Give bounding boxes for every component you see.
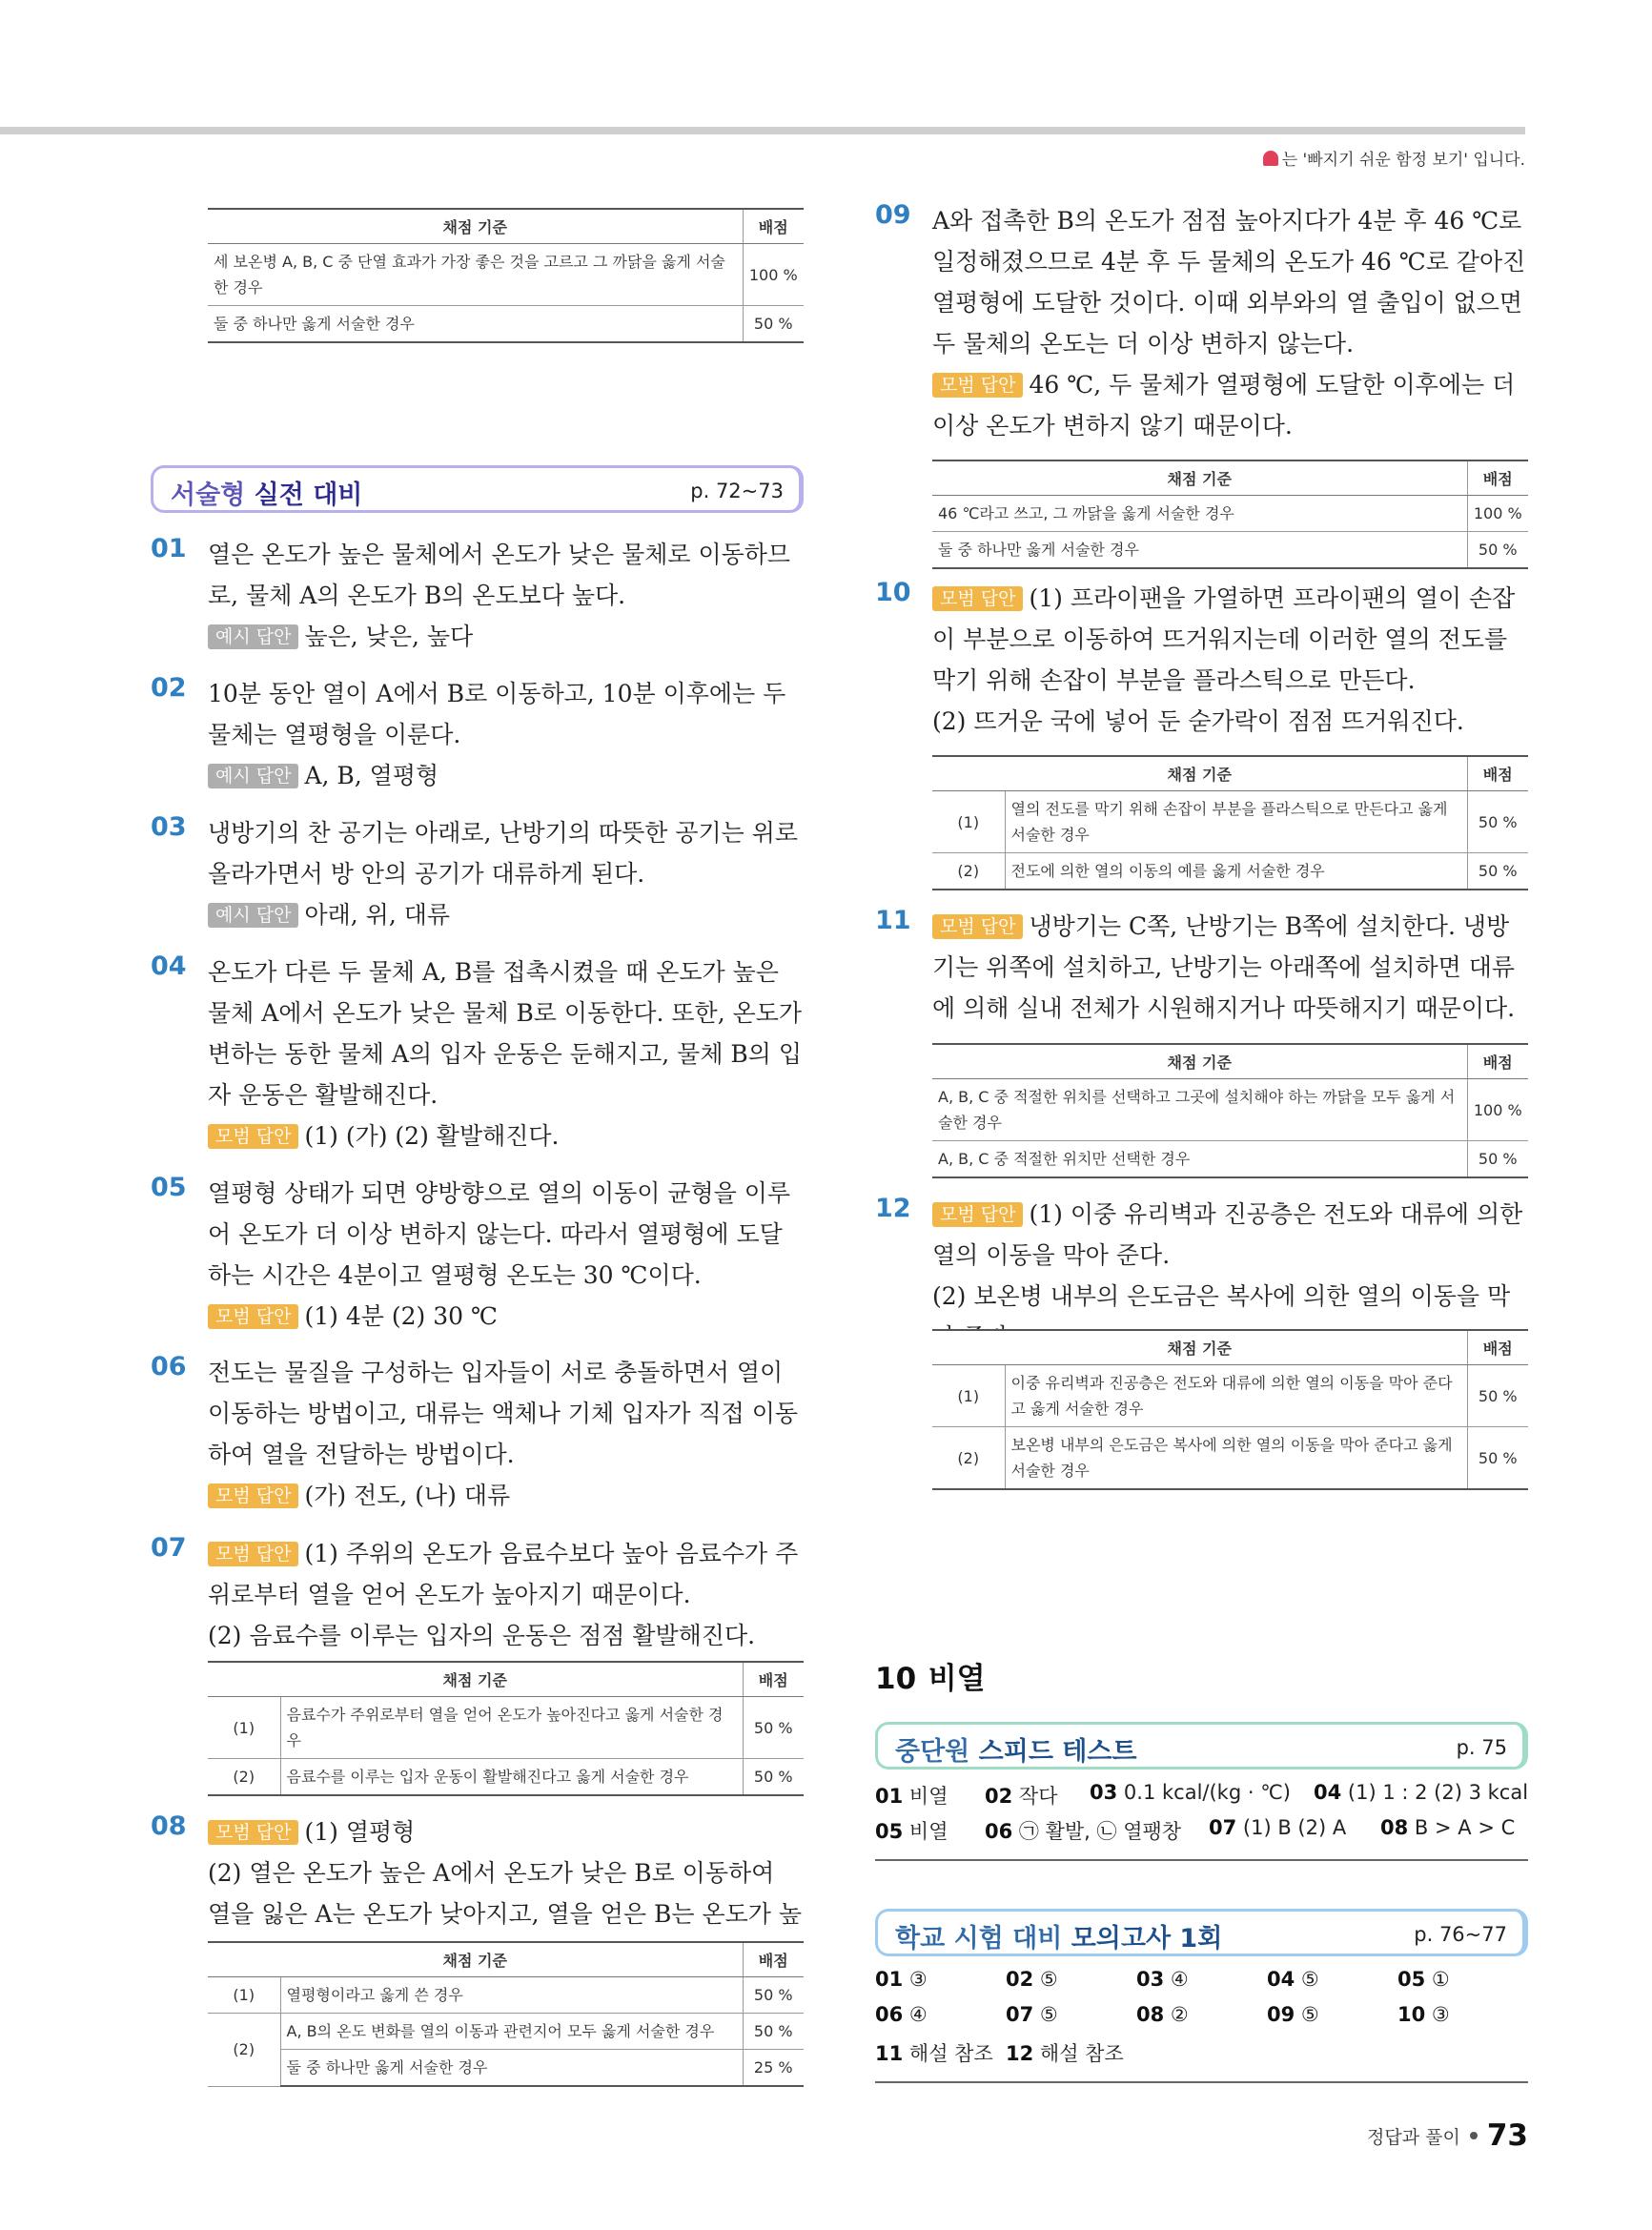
question-body: 온도가 다른 두 물체 A, B를 접촉시켰을 때 온도가 높은 물체 A에서 온도가 낮은 물체 B로 이동한다. 또한, 온도가 변하는 동한 물체 A의 입자 운동은 둔해지고, 물체 B의 입자 운동은 활발해진다.	[208, 958, 803, 1109]
answer-item: 01 비열	[875, 1785, 948, 1808]
example-answer-tag: 예시 답안	[208, 624, 298, 649]
criteria-cell: 둘 중 하나만 옳게 서술한 경우	[932, 532, 1467, 569]
section-header-speed-test	[875, 1722, 1528, 1770]
alarm-icon	[1263, 151, 1278, 166]
question-number: 09	[875, 200, 911, 230]
row-number: (2)	[208, 2014, 280, 2087]
score-cell: 50 %	[1467, 791, 1528, 853]
model-answer-tag: 모범 답안	[932, 586, 1023, 611]
section-header-mock-exam	[875, 1909, 1528, 1956]
answer-item: 04 (1) 1 : 2 (2) 3 kcal	[1314, 1781, 1529, 1804]
question-number: 06	[151, 1352, 187, 1381]
answer-item: 03 0.1 kcal/(kg · ℃)	[1090, 1781, 1291, 1804]
answer-text: 냉방기는 C쪽, 난방기는 B쪽에 설치한다. 냉방기는 위쪽에 설치하고, 난방기는 아래쪽에 설치하면 대류에 의해 실내 전체가 시원해지거나 따뜻해지기 때문이다.	[932, 912, 1516, 1022]
divider	[875, 2081, 1528, 2083]
answer-item: 08 B > A > C	[1380, 1816, 1516, 1839]
section-title: 서술형 실전 대비	[171, 481, 363, 510]
criteria-cell: A, B의 온도 변화를 열의 이동과 관련지어 모두 옳게 서술한 경우	[280, 2014, 743, 2050]
mock-exam-answers	[875, 1968, 1528, 2074]
score-cell: 50 %	[1467, 1427, 1528, 1490]
question-number: 10	[875, 578, 911, 607]
chapter-title: 비열	[928, 1662, 986, 1696]
answer-item: 06 ④	[875, 2003, 928, 2026]
answer-item: 01 ③	[875, 1968, 928, 1991]
answer-text: (1) (가) (2) 활발해진다.	[304, 1122, 560, 1150]
criteria-table-11	[932, 1043, 1528, 1178]
trap-hint-text: 는 '빠지기 쉬운 함정 보기' 입니다.	[1281, 151, 1525, 170]
criteria-table-10	[932, 755, 1528, 890]
section-pages: p. 75	[1456, 1736, 1507, 1759]
question-body: 냉방기의 찬 공기는 아래로, 난방기의 따뜻한 공기는 위로 올라가면서 방 안의 공기가 대류하게 된다.	[208, 819, 799, 888]
score-cell: 50 %	[1467, 532, 1528, 569]
criteria-cell: 둘 중 하나만 옳게 서술한 경우	[208, 306, 743, 343]
header-criteria: 채점 기준	[932, 756, 1467, 791]
section-title: 학교 시험 대비 모의고사 1회	[895, 1924, 1223, 1954]
model-answer-tag: 모범 답안	[208, 1542, 298, 1566]
answer-item: 05 ①	[1397, 1968, 1450, 1991]
answer-text: (2) 뜨거운 국에 넣어 둔 숟가락이 점점 뜨거워진다.	[932, 707, 1464, 735]
divider	[875, 1859, 1528, 1861]
criteria-cell: A, B, C 중 적절한 위치만 선택한 경우	[932, 1141, 1467, 1178]
score-cell: 50 %	[743, 1759, 804, 1796]
header-criteria: 채점 기준	[208, 1942, 743, 1977]
criteria-cell: A, B, C 중 적절한 위치를 선택하고 그곳에 설치해야 하는 까닭을 모두 옳게 서술한 경우	[932, 1079, 1467, 1141]
question-number: 01	[151, 534, 187, 563]
answer-item: 11 해설 참조	[875, 2042, 993, 2065]
section-pages: p. 76~77	[1414, 1923, 1507, 1946]
answer-item: 09 ⑤	[1267, 2003, 1319, 2026]
score-cell: 50 %	[743, 2014, 804, 2050]
score-cell: 100 %	[1467, 496, 1528, 532]
answer-item: 07 ⑤	[1006, 2003, 1058, 2026]
score-cell: 50 %	[743, 306, 804, 343]
answer-text: (1) 열평형	[304, 1818, 416, 1846]
score-cell: 50 %	[1467, 1365, 1528, 1427]
answer-text: (1) 이중 유리벽과 진공층은 전도와 대류에 의한 열의 이동을 막아 준다.	[932, 1200, 1523, 1269]
score-cell: 50 %	[743, 1977, 804, 2014]
header-score: 배점	[1467, 1330, 1528, 1365]
answer-text: (2) 열은 온도가 높은 A에서 온도가 낮은 B로 이동하여 열을 잃은 A는 온도가 낮아지고, 열을 얻은 B는 온도가 높	[208, 1859, 803, 1928]
criteria-cell: 이중 유리벽과 진공층은 전도와 대류에 의한 열의 이동을 막아 준다고 옳게 서술한 경우	[1005, 1365, 1467, 1427]
model-answer-tag: 모범 답안	[932, 373, 1023, 398]
header-criteria: 채점 기준	[932, 1044, 1467, 1079]
section-pages: p. 72~73	[690, 480, 784, 502]
row-number: (1)	[932, 791, 1005, 853]
header-score: 배점	[1467, 460, 1528, 496]
score-cell: 100 %	[743, 244, 804, 306]
row-number: (1)	[208, 1977, 280, 2014]
answer-text: (가) 전도, (나) 대류	[304, 1482, 511, 1509]
answer-item: 06 ㉠ 활발, ㉡ 열팽창	[985, 1820, 1182, 1843]
question-body: 열은 온도가 높은 물체에서 온도가 낮은 물체로 이동하므로, 물체 A의 온도가 B의 온도보다 높다.	[208, 541, 791, 609]
question-number: 07	[151, 1533, 187, 1563]
model-answer-tag: 모범 답안	[932, 914, 1023, 939]
question-body: 10분 동안 열이 A에서 B로 이동하고, 10분 이후에는 두 물체는 열평형을 이룬다.	[208, 680, 786, 748]
criteria-cell: 음료수를 이루는 입자 운동이 활발해진다고 옳게 서술한 경우	[280, 1759, 743, 1796]
answer-text: 높은, 낮은, 높다	[304, 623, 474, 650]
criteria-cell: 열의 전도를 막기 위해 손잡이 부분을 플라스틱으로 만든다고 옳게 서술한 경우	[1005, 791, 1467, 853]
answer-text: (1) 프라이팬을 가열하면 프라이팬의 열이 손잡이 부분으로 이동하여 뜨거워지는데 이러한 열의 전도를 막기 위해 손잡이 부분을 플라스틱으로 만든다.	[932, 584, 1516, 694]
criteria-cell: 둘 중 하나만 옳게 서술한 경우	[280, 2050, 743, 2087]
model-answer-tag: 모범 답안	[208, 1124, 298, 1149]
criteria-cell: 음료수가 주위로부터 열을 얻어 온도가 높아진다고 옳게 서술한 경우	[280, 1697, 743, 1759]
answer-item: 02 ⑤	[1006, 1968, 1058, 1991]
chapter-number: 10	[875, 1662, 917, 1696]
criteria-cell: 열평형이라고 옳게 쓴 경우	[280, 1977, 743, 2014]
footer-label: 정답과 풀이	[1367, 2126, 1460, 2148]
speed-test-answers	[875, 1781, 1528, 1852]
criteria-cell: 세 보온병 A, B, C 중 단열 효과가 가장 좋은 것을 고르고 그 까닭을 옳게 서술한 경우	[208, 244, 743, 306]
criteria-cell: 46 ℃라고 쓰고, 그 까닭을 옳게 서술한 경우	[932, 496, 1467, 532]
row-number: (2)	[932, 853, 1005, 890]
question-body: A와 접촉한 B의 온도가 점점 높아지다가 4분 후 46 ℃로 일정해졌으므로 4분 후 두 물체의 온도가 46 ℃로 같아진 열평형에 도달한 것이다. 이때 외부와의 열 출입이 없으면 두 물체의 온도는 더 이상 변하지 않는다.	[932, 207, 1526, 358]
answer-item: 04 ⑤	[1267, 1968, 1319, 1991]
answer-text: A, B, 열평형	[304, 762, 439, 789]
header-score: 배점	[743, 1662, 804, 1697]
question-number: 12	[875, 1194, 911, 1223]
section-header-essay	[151, 465, 804, 513]
model-answer-tag: 모범 답안	[208, 1304, 298, 1329]
question-number: 08	[151, 1811, 187, 1841]
question-number: 04	[151, 951, 187, 981]
answer-text: (1) 4분 (2) 30 ℃	[304, 1302, 498, 1330]
answer-item: 12 해설 참조	[1006, 2042, 1124, 2065]
header-score: 배점	[1467, 1044, 1528, 1079]
example-answer-tag: 예시 답안	[208, 903, 298, 928]
score-cell: 50 %	[1467, 853, 1528, 890]
top-rule	[0, 127, 1525, 134]
question-number: 03	[151, 812, 187, 842]
model-answer-tag: 모범 답안	[208, 1483, 298, 1508]
answer-text: (2) 음료수를 이루는 입자의 운동은 점점 활발해진다.	[208, 1622, 756, 1649]
header-criteria: 채점 기준	[932, 1330, 1467, 1365]
trap-hint	[1263, 146, 1525, 170]
header-score: 배점	[743, 209, 804, 244]
question-body: 열평형 상태가 되면 양방향으로 열의 이동이 균형을 이루어 온도가 더 이상 변하지 않는다. 따라서 열평형에 도달하는 시간은 4분이고 열평형 온도는 30 ℃이다.	[208, 1179, 791, 1289]
row-number: (2)	[208, 1759, 280, 1796]
answer-item: 03 ④	[1136, 1968, 1189, 1991]
criteria-cell: 보온병 내부의 은도금은 복사에 의한 열의 이동을 막아 준다고 옳게 서술한 경우	[1005, 1427, 1467, 1490]
page-footer	[1367, 2118, 1528, 2153]
question-number: 02	[151, 673, 187, 703]
header-score: 배점	[743, 1942, 804, 1977]
criteria-table-08	[208, 1941, 804, 2087]
score-cell: 50 %	[1467, 1141, 1528, 1178]
question-number: 05	[151, 1173, 187, 1202]
row-number: (2)	[932, 1427, 1005, 1490]
criteria-table-top	[208, 208, 804, 343]
row-number: (1)	[932, 1365, 1005, 1427]
bullet-icon	[1470, 2132, 1478, 2139]
chapter-heading	[875, 1654, 986, 1697]
model-answer-tag: 모범 답안	[208, 1820, 298, 1845]
question-body: 전도는 물질을 구성하는 입자들이 서로 충돌하면서 열이 이동하는 방법이고, 대류는 액체나 기체 입자가 직접 이동하여 열을 전달하는 방법이다.	[208, 1359, 799, 1468]
score-cell: 25 %	[743, 2050, 804, 2087]
criteria-table-12	[932, 1329, 1528, 1490]
model-answer-tag: 모범 답안	[932, 1202, 1023, 1227]
header-criteria: 채점 기준	[208, 1662, 743, 1697]
header-criteria: 채점 기준	[932, 460, 1467, 496]
answer-item: 10 ③	[1397, 2003, 1450, 2026]
criteria-table-09	[932, 460, 1528, 569]
criteria-table-07	[208, 1661, 804, 1796]
answer-text: 46 ℃, 두 물체가 열평형에 도달한 이후에는 더 이상 온도가 변하지 않기 때문이다.	[932, 371, 1516, 440]
answer-text: (2) 보온병 내부의 은도금은 복사에 의한 열의 이동을 막	[932, 1282, 1511, 1310]
header-score: 배점	[1467, 756, 1528, 791]
answer-text: 아래, 위, 대류	[304, 901, 451, 929]
header-criteria: 채점 기준	[208, 209, 743, 244]
score-cell: 50 %	[743, 1697, 804, 1759]
question-number: 11	[875, 906, 911, 935]
row-number: (1)	[208, 1697, 280, 1759]
section-title: 중단원 스피드 테스트	[895, 1737, 1137, 1767]
answer-item: 02 작다	[985, 1785, 1058, 1808]
page-number: 73	[1486, 2118, 1528, 2153]
example-answer-tag: 예시 답안	[208, 764, 298, 788]
answer-item: 07 (1) B (2) A	[1209, 1816, 1347, 1839]
answer-item: 05 비열	[875, 1820, 948, 1843]
answer-item: 08 ②	[1136, 2003, 1189, 2026]
answer-text: (1) 주위의 온도가 음료수보다 높아 음료수가 주위로부터 열을 얻어 온도가 높아지기 때문이다.	[208, 1540, 799, 1608]
score-cell: 100 %	[1467, 1079, 1528, 1141]
criteria-cell: 전도에 의한 열의 이동의 예를 옳게 서술한 경우	[1005, 853, 1467, 890]
